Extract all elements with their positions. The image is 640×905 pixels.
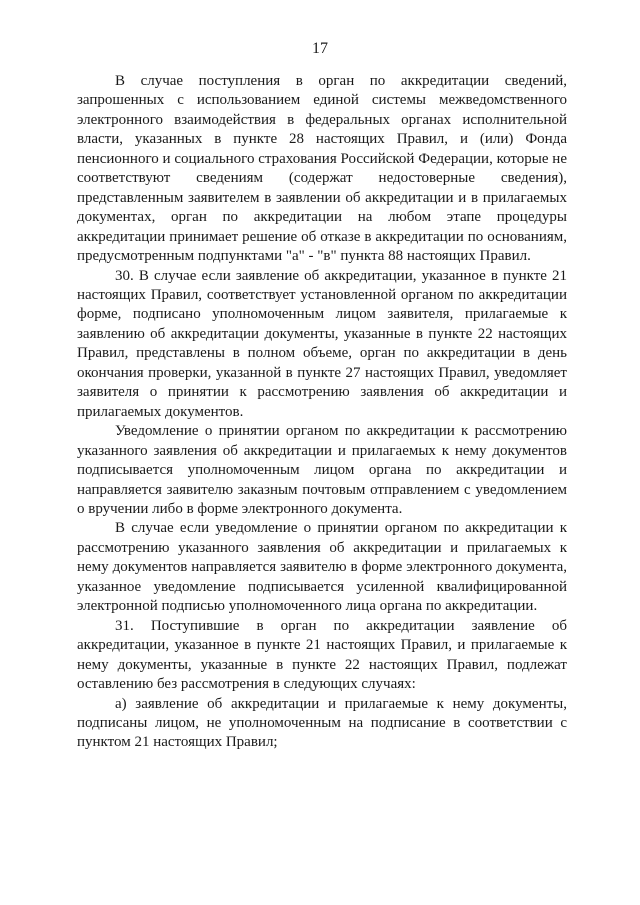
paragraph-4: В случае если уведомление о принятии органом по аккредитации к рассмотрению указанного заявления об аккредитации и прилагаемых к нему документов направляется заявителю в форме электронного документа, указанное уведомление подписывается усиленной квалифицированной электронной подписью уполномоченного лица органа по аккредитации.	[77, 520, 567, 615]
paragraph-3: Уведомление о принятии органом по аккредитации к рассмотрению указанного заявления об аккредитации и прилагаемых к нему документов подписывается уполномоченным лицом органа по аккредитации и направляется заявителю заказным почтовым отправлением с уведомлением о вручении либо в форме электронного документа.	[77, 423, 567, 517]
document-body	[77, 72, 567, 753]
paragraph-5: 31. Поступившие в орган по аккредитации заявление об аккредитации, указанное в пункте 21 настоящих Правил, и прилагаемые к нему документы, указанные в пункте 22 настоящих Правил, подлежат оставлению без рассмотрения в следующих случаях:	[77, 617, 567, 693]
paragraph-1: В случае поступления в орган по аккредитации сведений, запрошенных с использованием единой системы межведомственного электронного взаимодействия в федеральных органах исполнительной власти, указанных в пункте 28 настоящих Правил, и (или) Фонда пенсионного и социального страхования Российской Федерации, которые не соответствуют сведениям (содержат недостоверные сведения), представленным заявителем в заявлении об аккредитации и в прилагаемых документах, орган по аккредитации на любом этапе процедуры аккредитации принимает решение об отказе в аккредитации по основаниям, предусмотренным подпунктами "а" - "в" пункта 88 настоящих Правил.	[77, 73, 567, 265]
page-number: 17	[312, 40, 328, 57]
paragraph-6: а) заявление об аккредитации и прилагаемые к нему документы, подписаны лицом, не уполномоченным на подписание в соответствии с пунктом 21 настоящих Правил;	[77, 695, 567, 751]
paragraph-2: 30. В случае если заявление об аккредитации, указанное в пункте 21 настоящих Правил, соответствует установленной органом по аккредитации форме, подписано уполномоченным лицом заявителя, прилагаемые к заявлению об аккредитации документы, указанные в пункте 22 настоящих Правил, представлены в полном объеме, орган по аккредитации в день окончания проверки, указанной в пункте 27 настоящих Правил, уведомляет заявителя о принятии к рассмотрению заявления об аккредитации и прилагаемых документов.	[77, 267, 567, 420]
